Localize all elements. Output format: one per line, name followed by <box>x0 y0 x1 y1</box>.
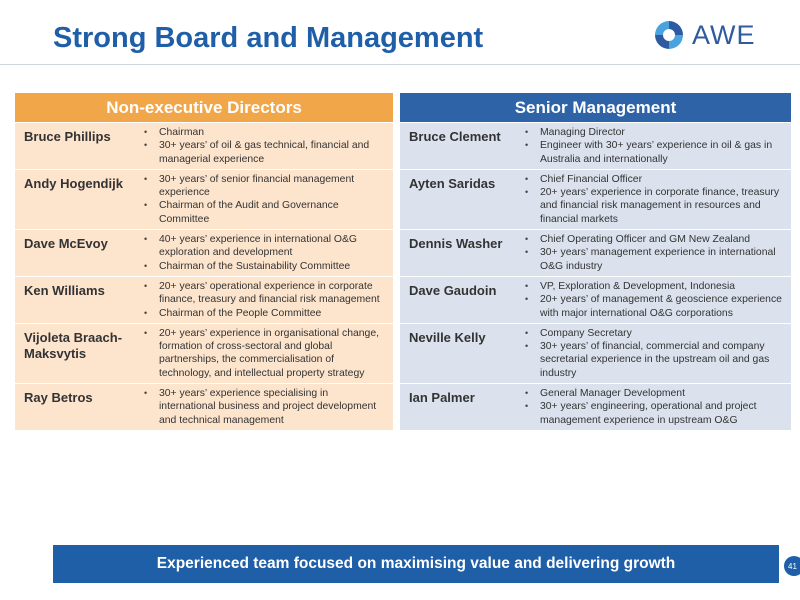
person-name: Bruce Phillips <box>24 129 111 144</box>
table-header: Non-executive Directors <box>15 93 393 122</box>
bullet-item: • General Manager Development <box>522 387 785 400</box>
person-description <box>137 324 393 383</box>
bullet-list <box>141 173 387 226</box>
bullet-list <box>522 387 785 427</box>
bullet-list <box>522 173 785 226</box>
bullet-list <box>141 327 387 380</box>
person-description <box>518 384 791 430</box>
person-description <box>137 123 393 169</box>
person-name: Ray Betros <box>24 390 93 406</box>
person-name: Dennis Washer <box>409 236 503 252</box>
table-row <box>400 323 791 383</box>
bullet-item: • Company Secretary <box>522 327 785 340</box>
table-row <box>15 276 393 323</box>
table-row <box>15 169 393 229</box>
page-title: Strong Board and Management <box>53 22 484 54</box>
senior-management-table <box>400 93 791 430</box>
person-name: Ian Palmer <box>409 390 475 406</box>
table-row <box>400 169 791 229</box>
bullet-item: • 30+ years’ engineering, operational and project management experience in upstream O&G <box>522 400 785 427</box>
person-name: Dave Gaudoin <box>409 282 497 298</box>
bullet-list <box>522 126 785 166</box>
bullet-item: • 30+ years’ of senior financial management experience <box>141 173 387 200</box>
person-name: Dave McEvoy <box>24 236 108 252</box>
person-description <box>137 384 393 430</box>
person-name: Ken Williams <box>24 282 105 298</box>
summary-banner: Experienced team focused on maximising value and delivering growth <box>53 545 779 583</box>
table-body <box>15 122 393 430</box>
table-row <box>400 229 791 276</box>
bullet-item: • Managing Director <box>522 126 785 139</box>
bullet-item: • Chairman of the Audit and Governance Committee <box>141 199 387 226</box>
person-name: Neville Kelly <box>409 329 486 345</box>
bullet-item: • 30+ years’ experience specialising in international business and project development and technical management <box>141 387 387 427</box>
non-executive-directors-table <box>15 93 393 430</box>
person-description <box>137 277 393 323</box>
bullet-item: • 40+ years’ experience in international O&G exploration and development <box>141 233 387 260</box>
bullet-list <box>522 233 785 273</box>
table-row <box>15 383 393 430</box>
person-description <box>137 170 393 229</box>
bullet-list <box>522 280 785 320</box>
bullet-item: • 20+ years’ of management & geoscience experience with major international O&G corporations <box>522 293 785 320</box>
bullet-item: • 30+ years’ management experience in international O&G industry <box>522 246 785 273</box>
bullet-item: • 20+ years’ operational experience in corporate finance, treasury and financial risk management <box>141 280 387 307</box>
bullet-item: • 20+ years’ experience in corporate finance, treasury and financial risk management in resources and financial markets <box>522 186 785 226</box>
bullet-list <box>141 387 387 427</box>
title-divider <box>0 64 800 65</box>
person-description <box>518 170 791 229</box>
person-name: Andy Hogendijk <box>24 175 123 191</box>
logo-text: AWE <box>692 19 756 50</box>
bullet-item: • Engineer with 30+ years’ experience in oil & gas in Australia and internationally <box>522 139 785 166</box>
person-description <box>518 230 791 276</box>
company-logo <box>652 18 756 52</box>
table-body <box>400 122 791 430</box>
bullet-item: • Chairman <box>141 126 387 139</box>
person-name: Vijoleta Braach-Maksvytis <box>24 329 123 361</box>
bullet-item: • Chairman of the Sustainability Committee <box>141 260 387 273</box>
person-description <box>137 230 393 276</box>
bullet-item: • 30+ years’ of oil & gas technical, financial and managerial experience <box>141 139 387 166</box>
bullet-item: • Chief Financial Officer <box>522 173 785 186</box>
bullet-item: • Chief Operating Officer and GM New Zealand <box>522 233 785 246</box>
table-row <box>400 383 791 430</box>
table-row <box>15 122 393 169</box>
bullet-item: • 20+ years’ experience in organisational change, formation of cross-sectoral and global partnerships, the commercialisation of technology, and intellectual property strategy <box>141 327 387 380</box>
awe-logo-icon <box>652 18 686 52</box>
bullet-list <box>522 327 785 380</box>
table-row <box>15 229 393 276</box>
table-row <box>400 122 791 169</box>
table-header: Senior Management <box>400 93 791 122</box>
person-description <box>518 277 791 323</box>
bullet-item: • 30+ years’ of financial, commercial and company secretarial experience in the upstream oil and gas industry <box>522 340 785 380</box>
bullet-item: • Chairman of the People Committee <box>141 307 387 320</box>
bullet-list <box>141 233 387 273</box>
table-row <box>400 276 791 323</box>
person-name: Ayten Saridas <box>409 175 496 191</box>
person-description <box>518 324 791 383</box>
bullet-list <box>141 126 387 166</box>
table-row <box>15 323 393 383</box>
person-name: Bruce Clement <box>409 129 501 144</box>
bullet-list <box>141 280 387 320</box>
person-description <box>518 123 791 169</box>
bullet-item: • VP, Exploration & Development, Indonesia <box>522 280 785 293</box>
page-number: 41 <box>784 556 800 576</box>
